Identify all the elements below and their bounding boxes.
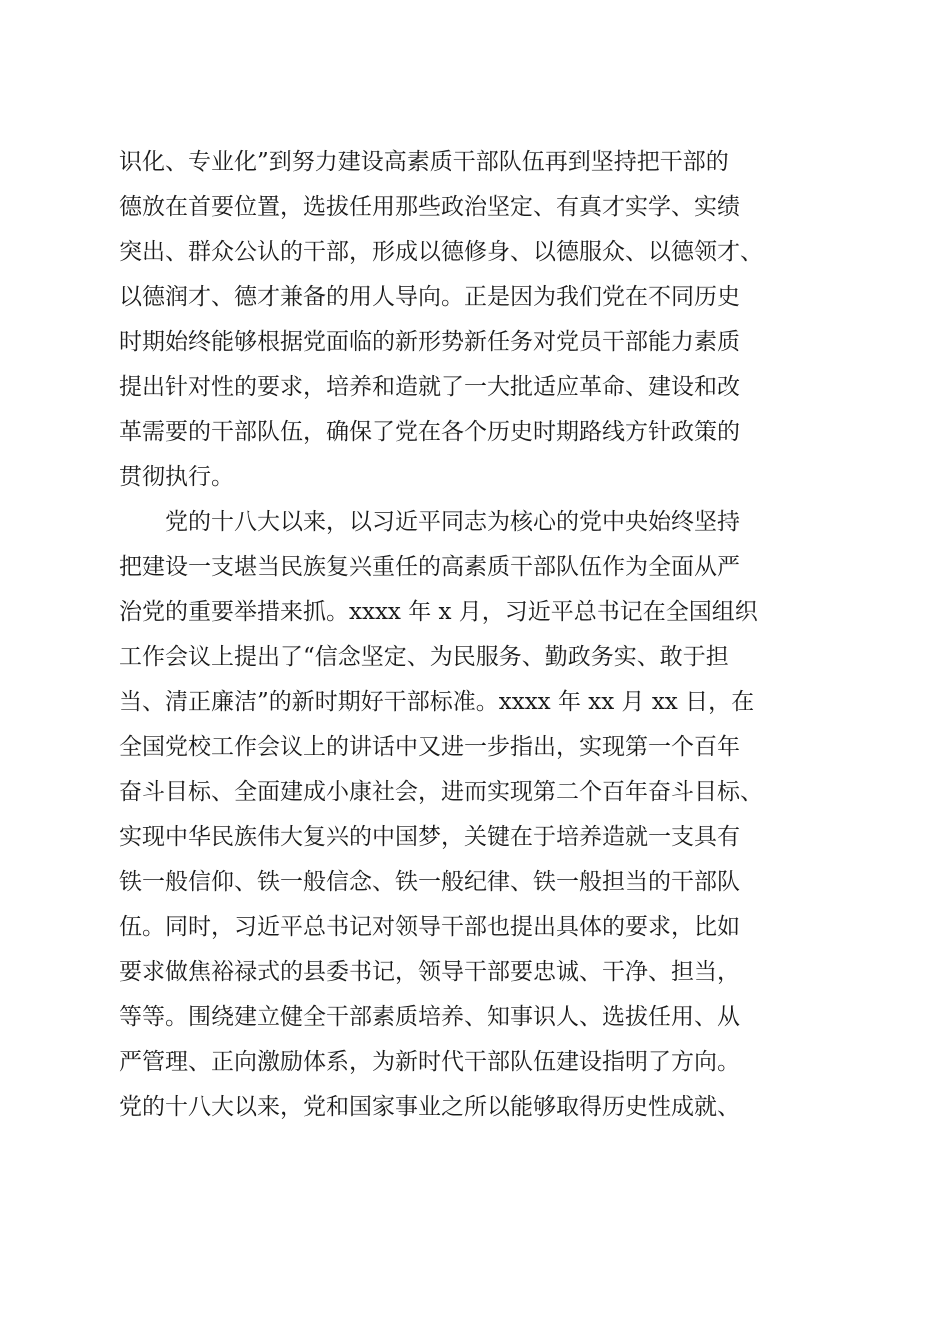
text-line: 党的十八大以来，党和国家事业之所以能够取得历史性成就、 [119, 1094, 740, 1120]
text-line: 要求做焦裕禄式的县委书记，领导干部要忠诚、干净、担当， [119, 959, 740, 985]
text-line: 全国党校工作会议上的讲话中又进一步指出，实现第一个百年 [119, 734, 740, 760]
text-line: 奋斗目标、全面建成小康社会，进而实现第二个百年奋斗目标、 [119, 779, 763, 805]
text-line: 革需要的干部队伍，确保了党在各个历史时期路线方针政策的 [119, 419, 740, 445]
text-line: 突出、群众公认的干部，形成以德修身、以德服众、以德领才、 [119, 239, 763, 265]
text-line: 当、清正廉洁”的新时期好干部标准。xxxx 年 xx 月 xx 日，在 [119, 689, 755, 715]
text-line: 提出针对性的要求，培养和造就了一大批适应革命、建设和改 [119, 374, 740, 400]
text-line: 时期始终能够根据党面临的新形势新任务对党员干部能力素质 [119, 329, 740, 355]
text-line: 把建设一支堪当民族复兴重任的高素质干部队伍作为全面从严 [119, 554, 740, 580]
text-line: 实现中华民族伟大复兴的中国梦，关键在于培养造就一支具有 [119, 824, 740, 850]
text-line: 治党的重要举措来抓。xxxx 年 x 月，习近平总书记在全国组织 [119, 599, 758, 625]
text-line: 等等。围绕建立健全干部素质培养、知事识人、选拔任用、从 [119, 1004, 740, 1030]
paragraph-first-line: 党的十八大以来，以习近平同志为核心的党中央始终坚持 [165, 509, 740, 535]
text-line: 贯彻执行。 [119, 464, 234, 490]
body-text [119, 140, 839, 1130]
text-line: 铁一般信仰、铁一般信念、铁一般纪律、铁一般担当的干部队 [119, 869, 740, 895]
text-line: 以德润才、德才兼备的用人导向。正是因为我们党在不同历史 [119, 284, 740, 310]
text-line: 德放在首要位置，选拔任用那些政治坚定、有真才实学、实绩 [119, 194, 740, 220]
text-line: 伍。同时，习近平总书记对领导干部也提出具体的要求，比如 [119, 914, 740, 940]
text-line: 工作会议上提出了“信念坚定、为民服务、勤政务实、敢于担 [119, 644, 729, 670]
text-line: 严管理、正向激励体系，为新时代干部队伍建设指明了方向。 [119, 1049, 740, 1075]
text-line: 识化、专业化”到努力建设高素质干部队伍再到坚持把干部的 [119, 149, 729, 175]
